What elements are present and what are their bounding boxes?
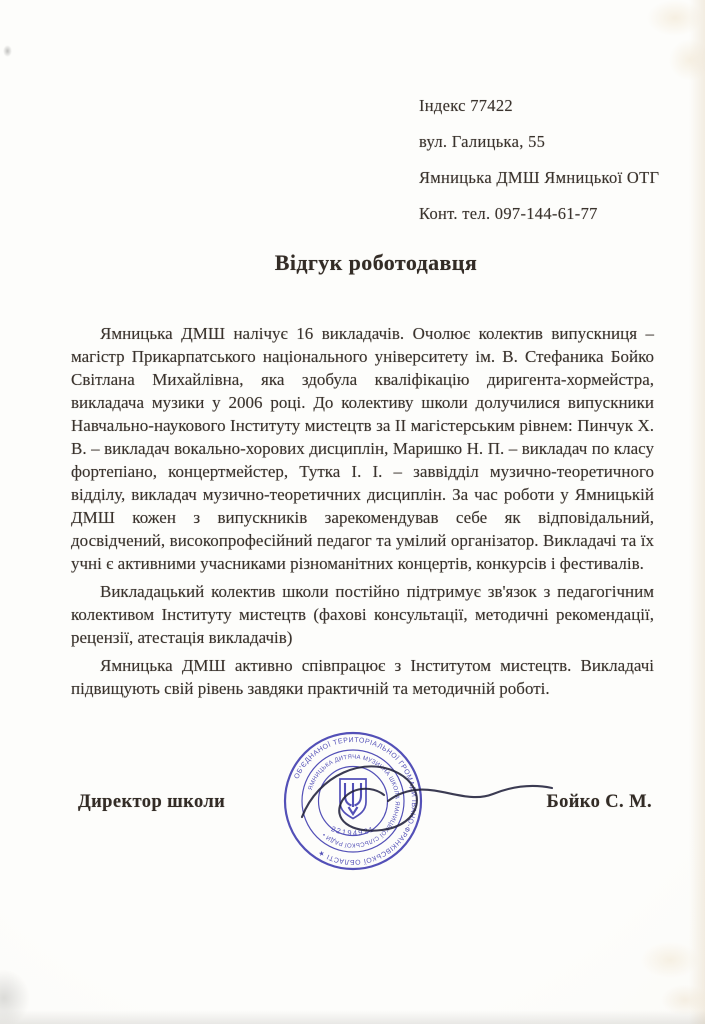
ink-signature-tail (388, 786, 552, 801)
stamp-inner-ring-text: ЯМНИЦЬКА ДИТЯЧА МУЗИЧНА ШКОЛА ЯМНИЦЬКОЇ СІЛЬСЬКОЇ РАДИ • (307, 754, 400, 848)
signature-name: Бойко С. М. (546, 792, 652, 812)
scan-speck-left (3, 45, 12, 57)
scan-shadow-bottom-edge (0, 1010, 705, 1024)
document-title: Відгук роботодавця (274, 250, 478, 275)
scan-shadow-top-right (590, 0, 705, 100)
header-school-line: Ямницька ДМШ Ямницької ОТГ (419, 168, 660, 187)
document-body (71, 322, 654, 705)
header-index-line: Індекс 77422 (419, 96, 513, 115)
scan-shadow-bottom-right (590, 920, 705, 1024)
paragraph-2: Викладацький колектив школи постійно підтримує зв'язок з педагогічним колективом Інституту мистецтв (фахові консультації, методичні рекомендації, рецензії, атестація викладачів) (71, 582, 654, 647)
header-address-block (419, 88, 659, 232)
scan-smudge-bottom-left (0, 928, 48, 1024)
stamp-edrpou-code: 22194921 (329, 824, 377, 838)
scan-shadow-right-edge (689, 0, 705, 1024)
ink-signature-loop (302, 766, 417, 830)
header-street-line: вул. Галицька, 55 (419, 132, 546, 151)
paragraph-3: Ямницька ДМШ активно співпрацює з Інститутом мистецтв. Викладачі підвищують свій рівень завдяки практичній та методичній роботі. (71, 656, 654, 698)
ink-signature (280, 735, 570, 855)
paragraph-1: Ямницька ДМШ налічує 16 викладачів. Очолює колектив випускниця – магістр Прикарпатського національного університету ім. В. Стефаника Бойко Світлана Михайлівна, яка здобула кваліфікацію диригента-хормейстра, викладача музики у 2006 році. До колективу школи долучилися випускники Навчально-наукового Інституту мистецтв за ІІ магістерським рівнем: Пинчук Х. В. – викладач вокально-хорових дисциплін, Маришко Н. П. – викладач по класу фортепіано, концертмейстер, Тутка І. І. – заввідділ музично-теоретичного відділу, викладач музично-теоретичних дисциплін. За час роботи у Ямницькій ДМШ кожен з випускників зарекомендував себе як відповідальний, досвідчений, високопрофесійний педагог та умілий організатор. Викладачі та їх учні є активними учасниками різноманітних концертів, конкурсів і фестивалів. (71, 324, 654, 573)
signature-role: Директор школи (78, 792, 226, 812)
stamp-outer-ring-text: ОБ'ЄДНАНОЇ ТЕРИТОРІАЛЬНОЇ ГРОМАДИ ІВАНО-ФРАНКІВСЬКОЇ ОБЛАСТІ ★ (293, 736, 418, 866)
header-phone-line: Конт. тел. 097-144-61-77 (419, 204, 598, 223)
